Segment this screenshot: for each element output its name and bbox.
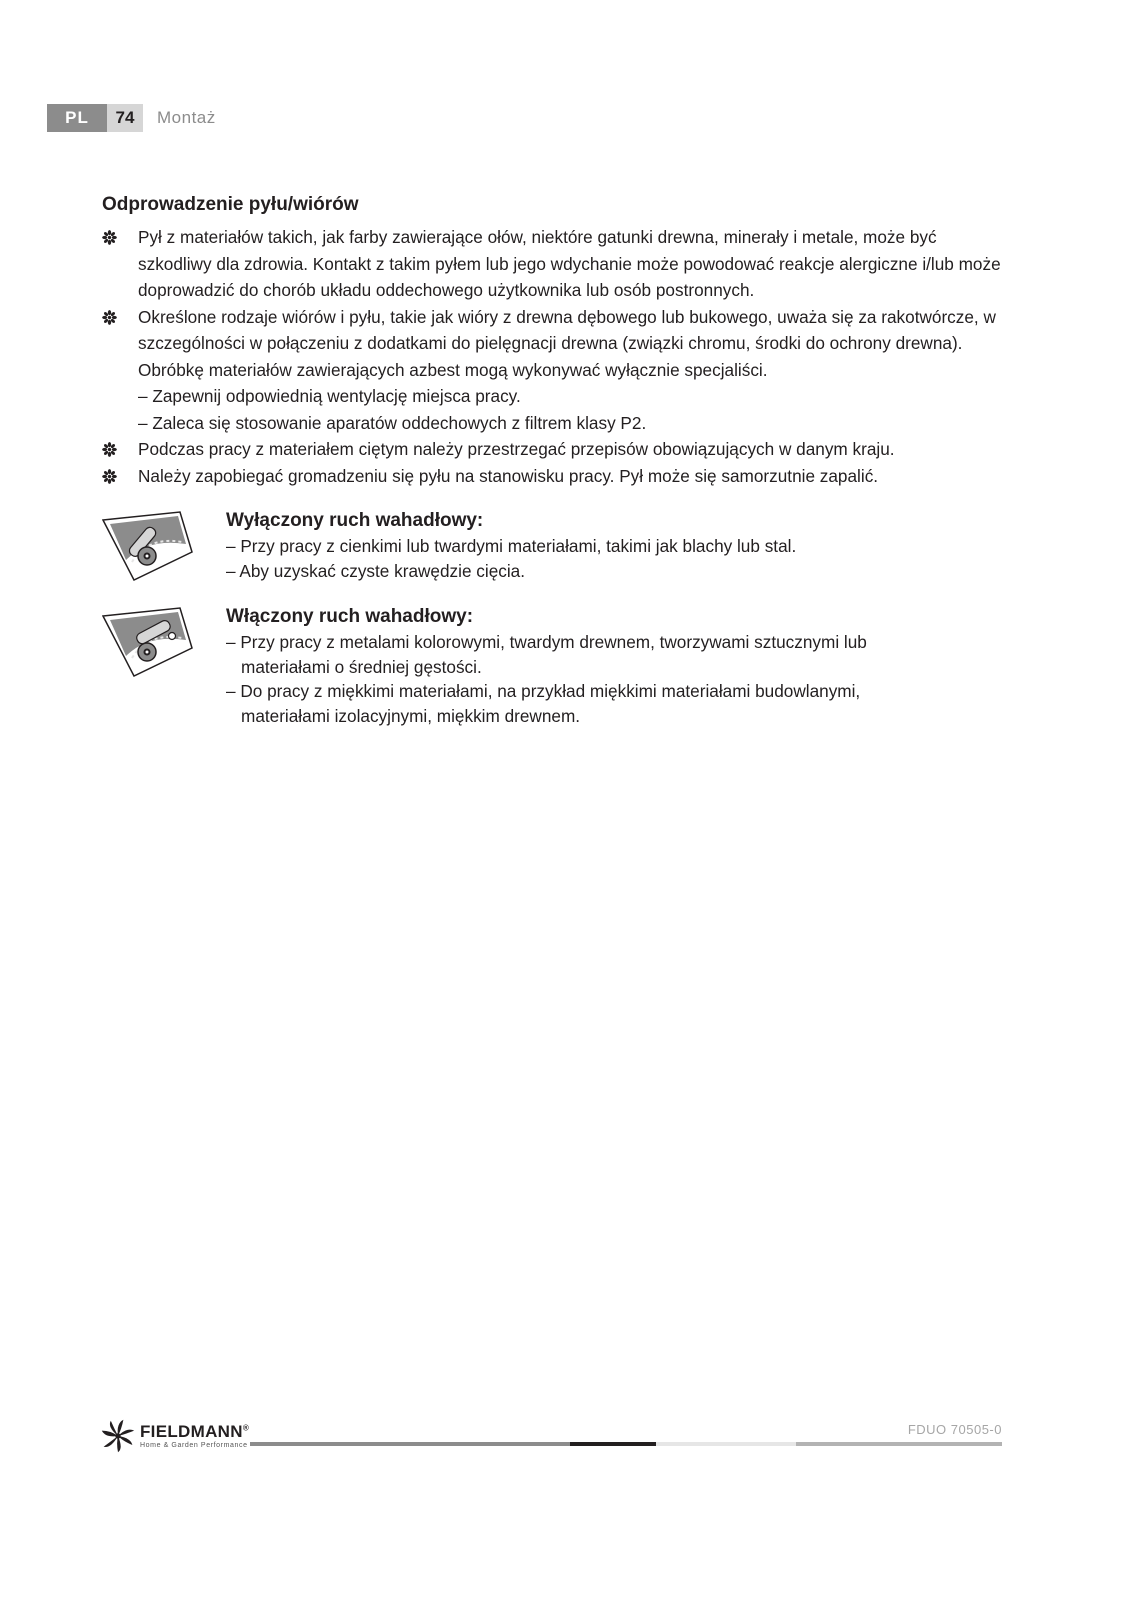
flower-bullet-icon bbox=[102, 310, 117, 325]
list-item bbox=[102, 304, 1002, 437]
pendulum-off-line: – Aby uzyskać czyste krawędzie cięcia. bbox=[226, 560, 525, 581]
page-footer bbox=[100, 1418, 1002, 1458]
sub-line: – Zapewnij odpowiednią wentylację miejsca pracy. bbox=[138, 386, 521, 406]
flower-bullet-icon bbox=[102, 230, 117, 245]
pendulum-off-block bbox=[102, 510, 1002, 590]
model-code: FDUO 70505-0 bbox=[907, 1422, 1002, 1437]
pendulum-on-text bbox=[226, 606, 946, 728]
pendulum-switch-on-icon bbox=[102, 606, 194, 678]
section-title: Montaż bbox=[157, 108, 216, 127]
footer-rule-segment bbox=[570, 1442, 656, 1446]
pendulum-on-line: – Do pracy z miękkimi materiałami, na przykład miękkimi materiałami budowlanymi, materiałami izolacyjnymi, miękkim drewnem. bbox=[226, 681, 861, 726]
flower-bullet-icon bbox=[102, 442, 117, 457]
brand-logo bbox=[100, 1418, 249, 1454]
bullet-text: Podczas pracy z materiałem ciętym należy przestrzegać przepisów obowiązujących w danym kraju. bbox=[138, 439, 895, 459]
pendulum-on-line: – Przy pracy z metalami kolorowymi, twardym drewnem, tworzywami sztucznymi lub materiałami o średniej gęstości. bbox=[226, 632, 867, 677]
sub-line: – Zaleca się stosowanie aparatów oddechowych z filtrem klasy P2. bbox=[138, 412, 647, 433]
pendulum-switch-off-icon bbox=[102, 510, 194, 582]
section-heading: Odprowadzenie pyłu/wiórów bbox=[102, 194, 359, 215]
pendulum-off-title: Wyłączony ruch wahadłowy: bbox=[226, 510, 484, 531]
bullet-text: Określone rodzaje wiórów i pyłu, takie jak wióry z drewna dębowego lub bukowego, uważa się za rakotwórcze, w szczególności w połączeniu z dodatkami do pielęgnacji drewna (związki chromu, środki do ochrony drewna). Obróbkę materiałów zawierających azbest mogą wykonywać wyłącznie specjaliści. bbox=[138, 306, 996, 380]
list-item bbox=[102, 224, 1002, 304]
bullet-text: Należy zapobiegać gromadzeniu się pyłu na stanowisku pracy. Pył może się samorzutnie zapalić. bbox=[138, 465, 879, 486]
bullet-list bbox=[102, 224, 1002, 489]
pendulum-on-block bbox=[102, 606, 1002, 736]
footer-rule-segment bbox=[656, 1442, 796, 1446]
bullet-text: Pył z materiałów takich, jak farby zawierające ołów, niektóre gatunki drewna, minerały i metale, może być szkodliwy dla zdrowia. Kontakt z takim pyłem lub jego wdychanie może powodować reakcje alergiczne i/lub może doprowadzić do chorób układu oddechowego użytkownika lub osób postronnych. bbox=[138, 227, 1001, 300]
page-header bbox=[47, 104, 216, 132]
footer-rule-segment bbox=[796, 1442, 1002, 1446]
brand-name bbox=[140, 1423, 249, 1440]
pendulum-off-text bbox=[226, 510, 946, 583]
brand-tagline: Home & Garden Performance bbox=[140, 1442, 248, 1449]
list-item bbox=[102, 463, 1002, 490]
pendulum-off-line: – Przy pracy z cienkimi lub twardymi materiałami, takimi jak blachy lub stal. bbox=[226, 536, 797, 556]
page-number: 74 bbox=[107, 104, 143, 132]
fieldmann-fan-icon bbox=[100, 1418, 136, 1454]
dust-extraction-section bbox=[102, 194, 1002, 489]
flower-bullet-icon bbox=[102, 469, 117, 484]
language-badge: PL bbox=[47, 104, 107, 132]
brand-name-text: FIELDMANN bbox=[140, 1422, 243, 1441]
footer-rule-segment bbox=[250, 1442, 570, 1446]
list-item bbox=[102, 436, 1002, 463]
registered-mark: ® bbox=[242, 1423, 250, 1433]
brand-text bbox=[140, 1423, 249, 1449]
pendulum-on-title: Włączony ruch wahadłowy: bbox=[226, 606, 474, 627]
